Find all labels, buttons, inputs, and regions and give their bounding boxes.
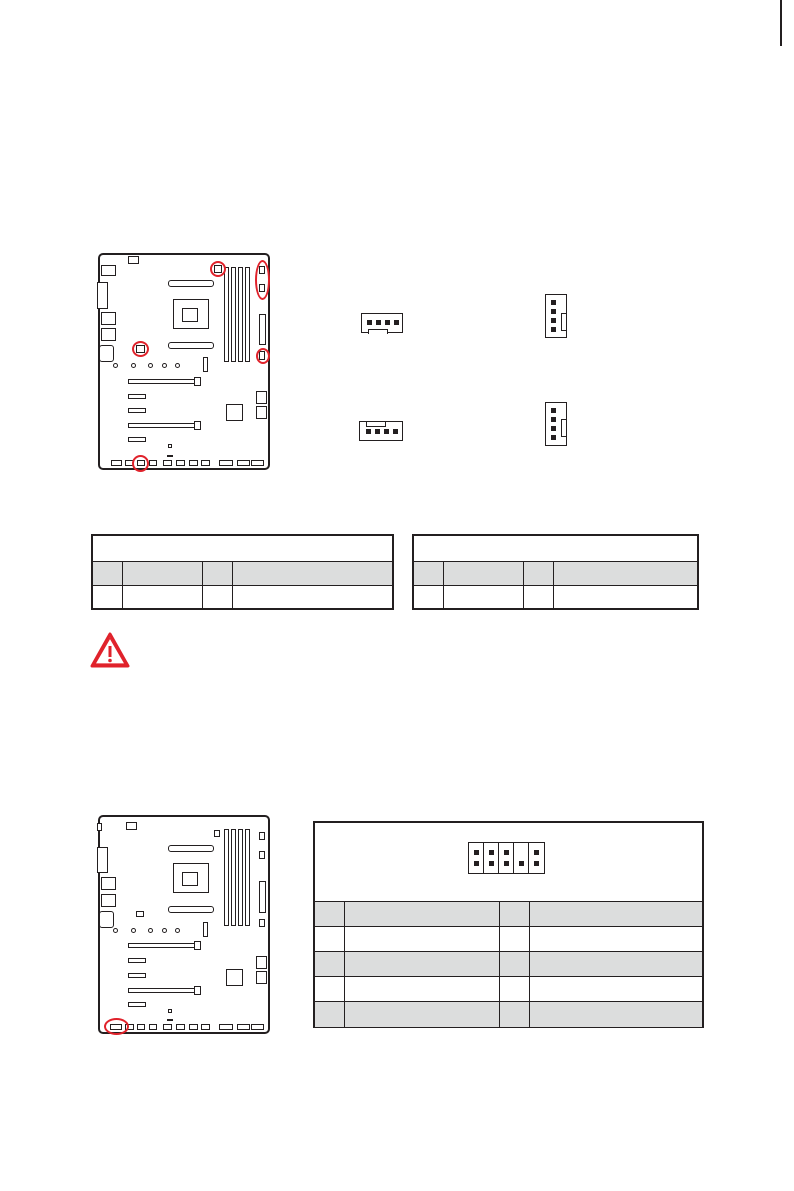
connector-pin — [393, 429, 398, 434]
bottom-mark — [167, 1019, 173, 1021]
standoff — [175, 363, 180, 368]
table-cell — [344, 927, 499, 952]
header-pin — [474, 861, 479, 866]
table-cell — [499, 977, 529, 1002]
horizontal-4pin-fan-connector-icon — [361, 313, 403, 333]
table-row — [315, 1002, 702, 1027]
bottom-header — [201, 1024, 210, 1030]
header-pin — [504, 850, 509, 855]
2x5-pin-header-icon — [468, 842, 545, 874]
warning-triangle-icon — [88, 630, 132, 670]
table-cell — [202, 585, 232, 609]
pcie-latch — [194, 377, 201, 386]
table-cell — [344, 977, 499, 1002]
io-port — [97, 282, 108, 309]
chipset — [226, 404, 243, 421]
table-row — [413, 585, 698, 609]
dimm-slot — [224, 267, 229, 362]
fan-header-right-3 — [259, 919, 265, 927]
io-port — [97, 823, 102, 831]
connector-pin — [394, 320, 399, 325]
standoff — [162, 928, 167, 933]
vertical-4pin-fan-connector-icon — [545, 294, 567, 338]
standoff — [131, 928, 136, 933]
pcie-x1-slot — [128, 973, 146, 978]
table-cell — [315, 1002, 344, 1027]
connector-pin — [384, 429, 389, 434]
io-port — [101, 312, 116, 325]
table-cell — [413, 585, 443, 609]
dimm-slot — [224, 829, 229, 926]
connector-pin — [376, 320, 381, 325]
connector-pin — [385, 320, 390, 325]
table-cell — [529, 952, 702, 977]
fan-pinout-table-1 — [91, 534, 394, 610]
dimm-slot — [238, 267, 243, 362]
table-title — [413, 535, 698, 561]
table-cell — [344, 1002, 499, 1027]
standoff — [113, 928, 118, 933]
cpu-socket-inner — [182, 308, 198, 322]
fan-connector-highlight-icon — [132, 341, 149, 357]
pcie-slot — [128, 423, 200, 428]
small-header — [126, 822, 137, 830]
header-cell — [122, 561, 202, 585]
bottom-header — [189, 460, 198, 466]
front-panel-connector-highlight-icon — [104, 1018, 129, 1035]
dimm-slot — [245, 267, 250, 362]
table-cell — [232, 585, 393, 609]
header-pin — [519, 861, 524, 866]
table-row — [315, 977, 702, 1002]
standoff — [131, 363, 136, 368]
standoff — [175, 928, 180, 933]
fan-connector-highlight-icon — [256, 348, 270, 364]
bottom-header — [149, 460, 157, 466]
pin-divider — [528, 843, 529, 873]
battery-jumper — [168, 1009, 172, 1013]
table-cell — [499, 902, 529, 927]
table-row — [315, 952, 702, 977]
standoff — [162, 363, 167, 368]
bottom-mark — [167, 455, 173, 457]
table-cell — [344, 902, 499, 927]
connector-pin — [551, 300, 556, 305]
connector-pin — [551, 435, 556, 440]
table-row — [92, 585, 393, 609]
bottom-header — [137, 1024, 145, 1030]
fan-header-right-2 — [259, 851, 265, 859]
table-cell — [122, 585, 202, 609]
table-row — [315, 902, 702, 927]
sata-port — [256, 391, 267, 404]
motherboard-diagram-2 — [98, 815, 270, 1034]
header-pin — [474, 850, 479, 855]
table-cell — [344, 952, 499, 977]
chipset — [226, 969, 243, 986]
bottom-header — [201, 460, 210, 466]
fan-pinout-table-2 — [412, 534, 699, 610]
cpu-bracket-bottom — [168, 342, 214, 349]
pcie-x1-slot — [128, 408, 146, 413]
connector-key — [561, 419, 566, 437]
table-cell — [315, 977, 344, 1002]
cpu-socket-inner — [182, 872, 198, 886]
io-port — [101, 328, 116, 341]
bottom-header — [176, 460, 185, 466]
io-port — [97, 847, 108, 873]
cpu-bracket-bottom — [168, 906, 214, 913]
header-pin — [489, 861, 494, 866]
connector-pin — [551, 417, 556, 422]
pcie-x1-slot — [128, 1002, 146, 1007]
table-cell — [443, 585, 523, 609]
table-cell — [92, 585, 122, 609]
dimm-slot — [231, 829, 236, 926]
pcie-latch — [194, 421, 201, 430]
motherboard-diagram-1 — [98, 253, 270, 470]
table-cell — [499, 1002, 529, 1027]
pcie-x1-slot — [128, 958, 146, 963]
connector-key — [368, 329, 388, 334]
header-cell — [523, 561, 553, 585]
connector-pin — [551, 309, 556, 314]
sata-port — [256, 971, 267, 984]
table-cell — [499, 927, 529, 952]
bottom-header — [176, 1024, 185, 1030]
bottom-header — [111, 460, 122, 466]
table-cell — [529, 977, 702, 1002]
header-cell — [443, 561, 523, 585]
header-cell — [232, 561, 393, 585]
header-cell — [202, 561, 232, 585]
io-port — [101, 894, 116, 907]
standoff — [148, 363, 153, 368]
table-cell — [315, 952, 344, 977]
cpu-bracket-top — [168, 280, 214, 287]
bottom-header — [163, 460, 172, 466]
fan-connector-highlight-icon — [255, 260, 270, 300]
pcie-slot — [128, 943, 200, 948]
dimm-slot — [231, 267, 236, 362]
table-cell — [553, 585, 698, 609]
header-pin — [504, 861, 509, 866]
pcie-latch — [194, 986, 201, 995]
fan-header-sys — [136, 911, 144, 917]
front-panel-pinout-box — [313, 821, 704, 1028]
bottom-header — [163, 1024, 172, 1030]
fan-connector-highlight-icon — [132, 455, 149, 472]
table-cell — [529, 902, 702, 927]
table-cell — [529, 1002, 702, 1027]
pcie-slot — [128, 379, 200, 384]
sata-port — [256, 956, 267, 969]
bottom-header — [219, 1024, 233, 1030]
fan-connector-highlight-icon — [210, 261, 226, 277]
table-cell — [523, 585, 553, 609]
table-cell — [315, 902, 344, 927]
io-port — [99, 345, 114, 362]
bottom-header — [189, 1024, 198, 1030]
io-port — [101, 265, 116, 276]
bottom-header — [251, 460, 264, 466]
pcie-latch — [194, 941, 201, 950]
connector-key — [561, 313, 566, 331]
front-panel-pinout-table — [315, 901, 702, 1027]
small-header — [128, 256, 139, 264]
atx-power — [259, 314, 266, 345]
io-port — [101, 877, 116, 890]
pin-divider — [483, 843, 484, 873]
header-cell — [92, 561, 122, 585]
table-cell — [499, 952, 529, 977]
connector-pin — [366, 429, 371, 434]
dimm-slot — [245, 829, 250, 926]
horizontal-4pin-fan-connector-icon — [359, 421, 403, 441]
connector-key — [366, 422, 386, 427]
connector-pin — [375, 429, 380, 434]
battery-jumper — [168, 444, 172, 448]
sata-port — [256, 406, 267, 419]
page-edge-mark — [780, 0, 782, 46]
header-pin — [534, 850, 539, 855]
header-pin — [534, 861, 539, 866]
connector-pin — [367, 320, 372, 325]
atx-power — [259, 881, 266, 913]
pin-divider — [513, 843, 514, 873]
connector-pin — [551, 327, 556, 332]
pcie-slot — [128, 988, 200, 993]
m2-slot — [203, 922, 208, 937]
fan-header-right-1 — [259, 832, 265, 840]
cpu-bracket-top — [168, 845, 214, 852]
bottom-header — [251, 1024, 264, 1030]
bottom-header — [149, 1024, 157, 1030]
vertical-4pin-fan-connector-icon — [545, 402, 567, 446]
pcie-x1-slot — [128, 437, 146, 442]
pin-divider — [498, 843, 499, 873]
table-title — [92, 535, 393, 561]
pinout-table-wrap — [315, 901, 702, 1027]
bottom-header — [219, 460, 233, 466]
header-cell — [553, 561, 698, 585]
io-port — [99, 911, 114, 928]
bottom-header — [237, 1024, 250, 1030]
connector-pin — [551, 426, 556, 431]
m2-slot — [203, 357, 208, 372]
connector-pin — [551, 408, 556, 413]
dimm-slot — [238, 829, 243, 926]
connector-pin — [551, 318, 556, 323]
header-cell — [413, 561, 443, 585]
header-pin — [489, 850, 494, 855]
bottom-header — [237, 460, 250, 466]
standoff — [113, 363, 118, 368]
standoff — [148, 928, 153, 933]
table-row — [315, 927, 702, 952]
table-cell — [529, 927, 702, 952]
table-cell — [315, 927, 344, 952]
pcie-x1-slot — [128, 394, 146, 399]
fan-header-cpu — [214, 830, 220, 837]
